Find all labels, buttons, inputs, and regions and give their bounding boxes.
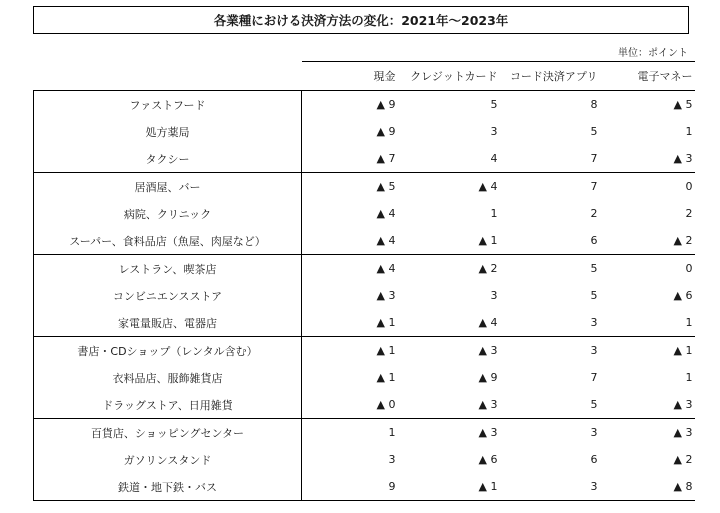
value-cell: 3 xyxy=(388,453,396,466)
value-cell: ▲ 9 xyxy=(376,98,396,111)
value-cell: 1 xyxy=(490,207,498,220)
row-label: スーパー、食料品店（魚屋、肉屋など） xyxy=(34,227,302,255)
row-label: 鉄道・地下鉄・バス xyxy=(34,473,302,501)
value-cell: ▲ 6 xyxy=(478,453,498,466)
value-cell: ▲ 3 xyxy=(673,426,693,439)
value-cell: ▲ 7 xyxy=(302,145,400,173)
value-cell: 3 xyxy=(502,473,602,501)
row-label: 処方薬局 xyxy=(34,118,302,145)
table-row xyxy=(34,145,695,173)
row-label: 病院、クリニック xyxy=(34,200,302,227)
value-cell: ▲ 1 xyxy=(376,344,396,357)
value-cell: ▲ 4 xyxy=(376,207,396,220)
value-cell: 1 xyxy=(685,125,693,138)
table-row xyxy=(34,364,695,391)
value-cell: ▲ 4 xyxy=(400,309,502,337)
value-cell: ▲ 4 xyxy=(376,262,396,275)
row-label: 家電量販店、電器店 xyxy=(34,309,302,337)
value-cell: ▲ 2 xyxy=(602,227,695,255)
value-cell: ▲ 4 xyxy=(478,180,498,193)
value-cell: 8 xyxy=(590,98,598,111)
value-cell: 7 xyxy=(502,145,602,173)
table-row xyxy=(34,255,695,283)
value-cell: 0 xyxy=(685,180,693,193)
value-cell: ▲ 3 xyxy=(478,344,498,357)
row-label: 居酒屋、バー xyxy=(34,173,302,201)
table-row xyxy=(34,200,695,227)
value-cell: ▲ 1 xyxy=(302,309,400,337)
value-cell: ▲ 4 xyxy=(302,227,400,255)
table-row xyxy=(34,309,695,337)
value-cell: ▲ 3 xyxy=(602,391,695,419)
value-cell: ▲ 8 xyxy=(602,473,695,501)
value-cell: ▲ 1 xyxy=(376,371,396,384)
row-label: 書店・CDショップ（レンタル含む） xyxy=(34,337,302,365)
value-cell: 6 xyxy=(590,453,598,466)
value-cell: 5 xyxy=(590,125,598,138)
column-header-e-money: 電子マネー xyxy=(602,62,695,91)
table-row xyxy=(34,173,695,201)
value-cell: 2 xyxy=(590,207,598,220)
value-cell: 9 xyxy=(302,473,400,501)
value-cell: 3 xyxy=(590,426,598,439)
table-row xyxy=(34,282,695,309)
table-row xyxy=(34,391,695,419)
table-title xyxy=(33,6,689,34)
row-label: ドラッグストア、日用雑貨 xyxy=(34,391,302,419)
value-cell: ▲ 1 xyxy=(400,473,502,501)
table-row xyxy=(34,473,695,501)
value-cell: 7 xyxy=(590,371,598,384)
value-cell: 1 xyxy=(388,426,396,439)
value-cell: 5 xyxy=(590,289,598,302)
value-cell: ▲ 3 xyxy=(376,289,396,302)
row-label: コンビニエンスストア xyxy=(34,282,302,309)
value-cell: ▲ 2 xyxy=(478,262,498,275)
value-cell: ▲ 1 xyxy=(400,227,502,255)
value-cell: ▲ 1 xyxy=(673,344,693,357)
row-label: タクシー xyxy=(34,145,302,173)
header-blank xyxy=(34,62,302,91)
value-cell: ▲ 2 xyxy=(673,453,693,466)
value-cell: ▲ 5 xyxy=(673,98,693,111)
value-cell: ▲ 0 xyxy=(302,391,400,419)
table-row xyxy=(34,446,695,473)
table-row xyxy=(34,227,695,255)
table-row xyxy=(34,91,695,119)
table-row xyxy=(34,337,695,365)
value-cell: ▲ 3 xyxy=(400,391,502,419)
value-cell: 6 xyxy=(502,227,602,255)
value-cell: 3 xyxy=(490,125,498,138)
value-cell: 3 xyxy=(490,289,498,302)
value-cell: 0 xyxy=(685,262,693,275)
value-cell: 3 xyxy=(590,344,598,357)
payment-change-table xyxy=(33,61,695,501)
value-cell: ▲ 3 xyxy=(602,145,695,173)
value-cell: ▲ 9 xyxy=(376,125,396,138)
row-label: ファストフード xyxy=(34,91,302,119)
column-header-code-payment: コード決済アプリ xyxy=(502,62,602,91)
title-text: 各業種における決済方法の変化：2021年～2023年 xyxy=(213,13,509,28)
value-cell: 5 xyxy=(590,262,598,275)
value-cell: 2 xyxy=(685,207,693,220)
column-header-credit-card: クレジットカード xyxy=(400,62,502,91)
row-label: ガソリンスタンド xyxy=(34,446,302,473)
header-row xyxy=(34,62,695,91)
table-row xyxy=(34,419,695,447)
table-row xyxy=(34,118,695,145)
value-cell: ▲ 5 xyxy=(376,180,396,193)
value-cell: ▲ 9 xyxy=(478,371,498,384)
row-label: レストラン、喫茶店 xyxy=(34,255,302,283)
value-cell: 5 xyxy=(490,98,498,111)
row-label: 衣料品店、服飾雑貨店 xyxy=(34,364,302,391)
value-cell: 3 xyxy=(502,309,602,337)
value-cell: ▲ 3 xyxy=(478,426,498,439)
value-cell: 1 xyxy=(685,371,693,384)
value-cell: 1 xyxy=(602,309,695,337)
value-cell: 4 xyxy=(400,145,502,173)
value-cell: ▲ 6 xyxy=(673,289,693,302)
column-header-cash: 現金 xyxy=(302,62,400,91)
row-label: 百貨店、ショッピングセンター xyxy=(34,419,302,447)
value-cell: 5 xyxy=(502,391,602,419)
value-cell: 7 xyxy=(590,180,598,193)
unit-label: 単位：ポイント xyxy=(618,48,688,59)
